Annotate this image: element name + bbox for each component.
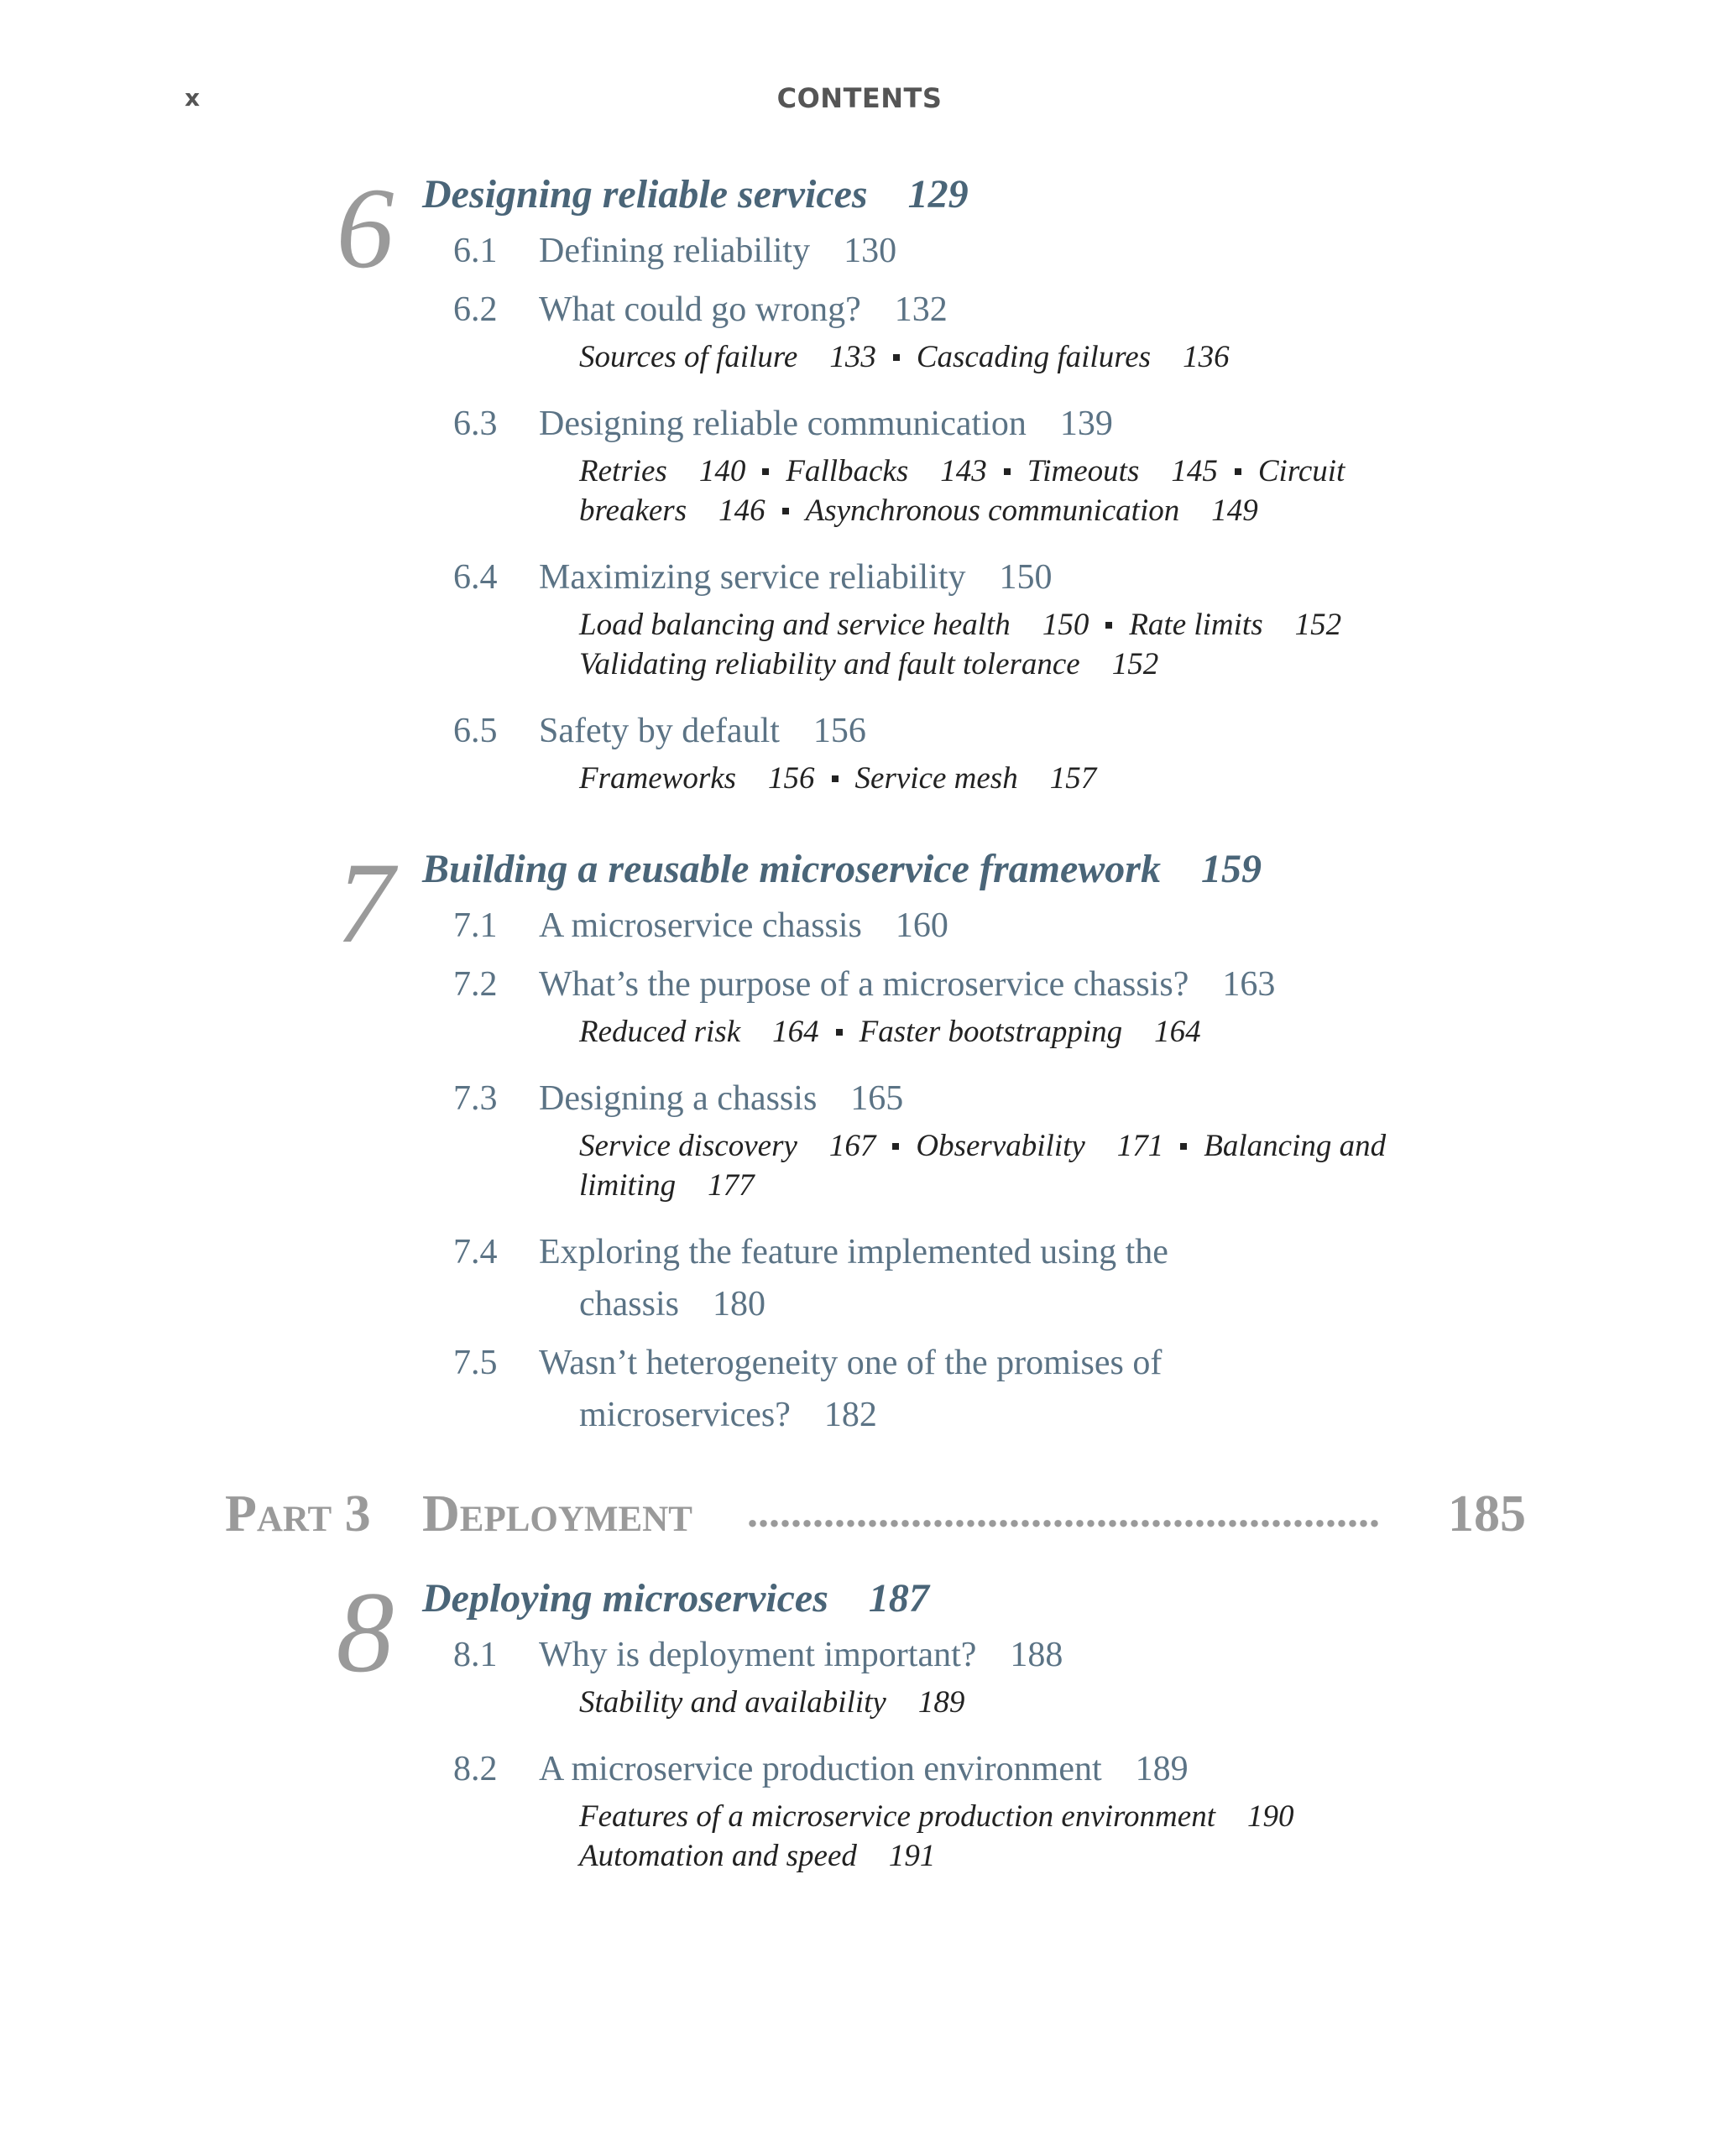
subentry-title[interactable]: Rate limits [1129, 608, 1263, 642]
chapter-title-text: Designing reliable services [422, 172, 868, 217]
bullet-separator [892, 1143, 899, 1150]
section-number: 7.5 [453, 1344, 498, 1382]
section-page-number: 182 [823, 1396, 877, 1434]
chapter-page-number: 129 [907, 172, 969, 217]
chapter-title[interactable] [422, 1576, 929, 1621]
subentry-page: 171 [1116, 1129, 1164, 1163]
section-title: Safety by default [539, 712, 780, 750]
subentry-title[interactable]: Cascading failures [916, 340, 1152, 374]
subentry-title[interactable]: Sources of failure [579, 340, 798, 374]
subentry-title[interactable]: Stability and availability [579, 1685, 886, 1720]
toc-section[interactable] [453, 713, 866, 749]
subentry-title[interactable]: Service mesh [854, 761, 1018, 796]
subentry-page: 152 [1111, 647, 1159, 681]
chapter-page-number: 187 [868, 1576, 929, 1621]
section-page-number: 188 [1010, 1636, 1063, 1674]
toc-subentries [579, 1687, 964, 1718]
subentry-title[interactable]: Service discovery [579, 1129, 797, 1163]
toc-subentries [579, 649, 1158, 680]
subentry-title[interactable]: Fallbacks [786, 454, 909, 488]
subentry-page: 146 [718, 493, 765, 528]
toc-section[interactable] [453, 406, 1113, 441]
subentry-page: 136 [1183, 340, 1230, 374]
toc-subentries [579, 1016, 1201, 1047]
subentry-page: 156 [768, 761, 815, 796]
part-heading[interactable] [225, 1485, 1526, 1543]
subentry-page: 143 [940, 454, 987, 488]
toc-section[interactable] [453, 1637, 1063, 1673]
subentry-title[interactable]: Timeouts [1027, 454, 1140, 488]
chapter-page-number: 159 [1200, 847, 1262, 891]
subentry-title[interactable]: Asynchronous communication [805, 493, 1180, 528]
subentry-page: 149 [1211, 493, 1258, 528]
toc-section[interactable] [453, 1345, 1162, 1381]
toc-section[interactable] [453, 967, 1275, 1002]
subentry-page: 140 [698, 454, 746, 488]
section-number: 6.4 [453, 558, 498, 597]
subentry-page: 157 [1049, 761, 1097, 796]
section-number: 6.5 [453, 712, 498, 750]
bullet-separator [1180, 1143, 1187, 1150]
toc-section[interactable] [453, 292, 948, 327]
toc-section[interactable] [453, 233, 896, 269]
subentry-title[interactable]: Automation and speed [579, 1839, 857, 1873]
section-number: 7.1 [453, 906, 498, 945]
chapter-number: 8 [336, 1568, 394, 1696]
section-title: Designing reliable communication [539, 405, 1027, 443]
subentry-page: 189 [917, 1685, 965, 1720]
toc-subentries [579, 495, 1258, 526]
toc-section[interactable] [453, 908, 948, 943]
bullet-separator [1235, 468, 1241, 475]
section-number: 7.2 [453, 965, 498, 1004]
section-title: Maximizing service reliability [539, 558, 966, 597]
running-head: CONTENTS [776, 82, 943, 114]
section-page-number: 180 [713, 1285, 765, 1323]
bullet-separator [893, 354, 900, 361]
section-page-number: 139 [1059, 405, 1113, 443]
toc-section[interactable] [453, 1081, 903, 1116]
page-folio: x [185, 84, 201, 112]
section-title: Defining reliability [539, 232, 811, 270]
subentry-page: 191 [888, 1839, 936, 1873]
chapter-number: 7 [336, 838, 394, 967]
section-title: Wasn’t heterogeneity one of the promises of [539, 1344, 1163, 1382]
toc-section[interactable] [453, 1751, 1189, 1787]
subentry-title[interactable]: Faster bootstrapping [859, 1015, 1123, 1049]
section-number: 6.2 [453, 290, 498, 329]
section-number: 6.3 [453, 405, 498, 443]
subentry-title[interactable]: Frameworks [579, 761, 737, 796]
part-label: Part 3 [225, 1485, 371, 1543]
toc-section[interactable] [453, 560, 1053, 595]
subentry-title[interactable]: Load balancing and service health [579, 608, 1011, 642]
bullet-separator [762, 468, 769, 475]
section-page-number: 150 [999, 558, 1053, 597]
subentry-page: 133 [829, 340, 876, 374]
section-page-number: 132 [894, 290, 948, 329]
toc-subentries [579, 1170, 755, 1201]
toc-subentries [579, 763, 1096, 794]
section-number: 8.2 [453, 1750, 498, 1788]
section-title: Designing a chassis [539, 1079, 818, 1118]
part-name: Deployment [422, 1485, 692, 1543]
section-page-number: 130 [844, 232, 897, 270]
toc-subentries [579, 1840, 935, 1871]
subentry-page: 177 [708, 1168, 755, 1203]
subentry-page: 164 [1154, 1015, 1201, 1049]
chapter-title-text: Deploying microservices [422, 1576, 828, 1621]
section-title: Why is deployment important? [539, 1636, 977, 1674]
section-page-number: 189 [1135, 1750, 1189, 1788]
section-number: 7.4 [453, 1233, 498, 1271]
chapter-title[interactable] [422, 172, 969, 217]
chapter-title-text: Building a reusable microservice framework [422, 847, 1161, 891]
section-page-number: 165 [850, 1079, 904, 1118]
section-number: 6.1 [453, 232, 498, 270]
section-page-number: 156 [812, 712, 866, 750]
toc-section-continuation[interactable] [579, 1397, 877, 1433]
bullet-separator [832, 775, 839, 782]
section-page-number: 163 [1222, 965, 1276, 1004]
section-title-continued: chassis [579, 1285, 679, 1323]
toc-section[interactable] [453, 1235, 1168, 1270]
subentry-page: 145 [1171, 454, 1218, 488]
section-title: What could go wrong? [539, 290, 861, 329]
subentry-title[interactable]: breakers [579, 493, 687, 528]
bullet-separator [1004, 468, 1011, 475]
section-title: A microservice production environment [539, 1750, 1102, 1788]
toc-subentries [579, 1801, 1293, 1832]
subentry-title[interactable]: Circuit [1257, 454, 1345, 488]
subentry-title[interactable]: Reduced risk [579, 1015, 741, 1049]
subentry-page: 150 [1042, 608, 1089, 642]
subentry-title[interactable]: limiting [579, 1168, 677, 1203]
subentry-page: 167 [828, 1129, 876, 1163]
bullet-separator [836, 1029, 843, 1036]
chapter-number: 6 [336, 164, 394, 292]
section-title: Exploring the feature implemented using the [539, 1233, 1168, 1271]
subentry-page: 164 [772, 1015, 819, 1049]
toc-subentries [579, 1130, 1386, 1162]
subentry-page: 152 [1294, 608, 1342, 642]
section-title: A microservice chassis [539, 906, 862, 945]
bullet-separator [782, 508, 789, 514]
toc-section-continuation[interactable] [579, 1287, 765, 1322]
dot-leader: .......................................................... [747, 1491, 1380, 1535]
section-title: What’s the purpose of a microservice chassis? [539, 965, 1189, 1004]
toc-subentries [579, 342, 1230, 373]
subentry-page: 190 [1246, 1799, 1294, 1834]
section-number: 8.1 [453, 1636, 498, 1674]
subentry-title[interactable]: Retries [579, 454, 667, 488]
section-page-number: 160 [895, 906, 948, 945]
subentry-title[interactable]: Features of a microservice production environment [579, 1799, 1215, 1834]
subentry-title[interactable]: Validating reliability and fault tolerance [579, 647, 1080, 681]
section-title-continued: microservices? [579, 1396, 791, 1434]
subentry-title[interactable]: Balancing and [1204, 1129, 1387, 1163]
toc-subentries [579, 456, 1345, 487]
section-number: 7.3 [453, 1079, 498, 1118]
chapter-title[interactable] [422, 849, 1262, 890]
part-page-number: 185 [1448, 1485, 1526, 1543]
bullet-separator [1105, 622, 1112, 629]
subentry-title[interactable]: Observability [916, 1129, 1085, 1163]
toc-subentries [579, 609, 1341, 640]
